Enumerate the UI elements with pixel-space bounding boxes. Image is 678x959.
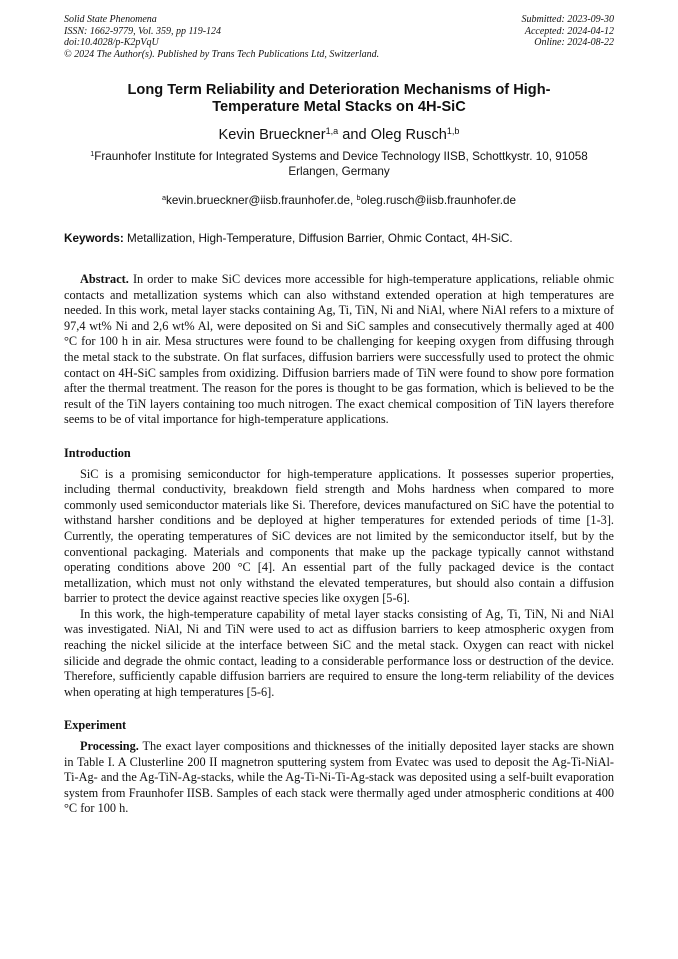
paper-title: Long Term Reliability and Deterioration Mechanisms of High-Temperature Metal Stacks on 4H-SiC: [127, 82, 551, 115]
email-address[interactable]: kevin.brueckner@iisb.fraunhofer.de: [166, 194, 351, 207]
processing-label: Processing.: [80, 739, 139, 754]
affiliation: [64, 150, 614, 179]
email-mark: b: [356, 193, 361, 203]
author-affil-mark: 1,a: [325, 126, 339, 137]
author-separator: and: [338, 127, 371, 143]
author-name: Oleg Rusch: [370, 127, 447, 143]
section-heading-introduction: Introduction: [64, 445, 131, 460]
author-list: [64, 126, 614, 144]
abstract: [64, 272, 614, 428]
article-body: [64, 82, 614, 817]
running-header-left: [64, 14, 379, 60]
processing-paragraph: [64, 739, 614, 817]
keywords-label: Keywords:: [64, 232, 124, 245]
section-heading-experiment: Experiment: [64, 718, 127, 733]
abstract-text: In order to make SiC devices more accessible for high-temperature applications, reliable ohmic contacts and metallization systems which can also withstand extended operation at high temperatures are needed. In this work, metal layer stacks containing Ag, Ti, TiN, Ni and NiAl, where NiAl refers to a mixture of 97,4 wt% Ni and 2,6 wt% Al, were deposited on Si and SiC samples and consecutively thermally aged at 400 °C for 100 h in air. Mesa structures were found to be challenging for keeping oxygen from diffusing through the metal stack to the substrate. On flat surfaces, diffusion barriers were successfully used to protect the ohmic contact on 4H-SiC samples from oxidizing. Diffusion barriers made of TiN were found to show pore formation after the thermal treatment. The reason for the pores is thought to be gas formation, which is believed to be the result of the TiN layers containing too much nitrogen. The exact chemical composition of TiN layers therefore seems to be of vital importance for high-temperature applications.: [64, 272, 614, 427]
email-address[interactable]: oleg.rusch@iisb.fraunhofer.de: [360, 194, 517, 207]
keywords-text: Metallization, High-Temperature, Diffusion Barrier, Ohmic Contact, 4H-SiC.: [127, 232, 513, 245]
running-header-right: [522, 14, 615, 49]
email-separator: ,: [350, 194, 357, 207]
abstract-label: Abstract.: [80, 272, 129, 286]
issn-volume: ISSN: 1662-9779, Vol. 359, pp 119-124: [64, 25, 222, 37]
introduction-paragraph: In this work, the high-temperature capability of metal layer stacks consisting of Ag, Ti, TiN, Ni and NiAl was investigated. NiAl, Ni and TiN were used to act as diffusion barriers to keep atmospheric oxygen from reaching the nickel silicide at the interface between SiC and the metal stack. Oxygen can react with nickel silicide and degrade the ohmic contact, leading to a considerable performance loss or destruction of the device. Therefore, sufficiently capable diffusion barriers are required to ensure the long-term reliability of the devices when operating at high temperatures [5-6].: [64, 606, 614, 699]
processing-text: The exact layer compositions and thicknesses of the initially deposited layer stacks are shown in Table I. A Clusterline 200 II magnetron sputtering system from Evatec was used to deposit the Ag-Ti-NiAl-Ti-Ag- and the Ag-TiN-Ag-stacks, while the Ag-Ti-Ni-Ti-Ag-stack was deposited using a self-built evaporation system from Fraunhofer IISB. Samples of each stack were thermally aged under atmospheric conditions at 400 °C for 100 h.: [64, 739, 615, 816]
doi: doi:10.4028/p-K2pVqU: [64, 37, 159, 49]
copyright-notice: © 2024 The Author(s). Published by Trans Tech Publications Ltd, Switzerland.: [64, 48, 380, 60]
introduction-paragraph: SiC is a promising semiconductor for high-temperature applications. It possesses superior properties, including thermal conductivity, breakdown field strength and Mohs hardness when compared to more commonly used semiconductor materials like Si. Therefore, devices manufactured on SiC have the potential to withstand harsher conditions and be deployed at higher temperatures for extended periods of time [1-3]. Currently, the operating temperatures of SiC devices are not limited by the semiconductor itself, but by the conventional packaging. Materials and components that make up the package typically cannot withstand operating conditions above 200 °C [4]. An essential part of the fully packaged device is the contact metallization, which must not only withstand the elevated temperatures, but should also contain a diffusion barrier to protect the device against reactive species like oxygen [5-6].: [64, 466, 614, 606]
email-list: [64, 194, 614, 208]
affiliation-text: Fraunhofer Institute for Integrated Systems and Device Technology IISB, Schottkystr. 10, 91058 Erlangen, Germany: [94, 150, 588, 178]
author-name: Kevin Brueckner: [218, 127, 326, 143]
journal-name: Solid State Phenomena: [64, 14, 157, 25]
affiliation-mark: 1: [90, 149, 95, 159]
online-date: Online: 2024-08-22: [534, 37, 614, 49]
submitted-date: Submitted: 2023-09-30: [521, 14, 614, 25]
email-mark: a: [161, 193, 166, 203]
keywords: [64, 232, 614, 246]
author-affil-mark: 1,b: [446, 126, 460, 137]
accepted-date: Accepted: 2024-04-12: [524, 25, 614, 37]
